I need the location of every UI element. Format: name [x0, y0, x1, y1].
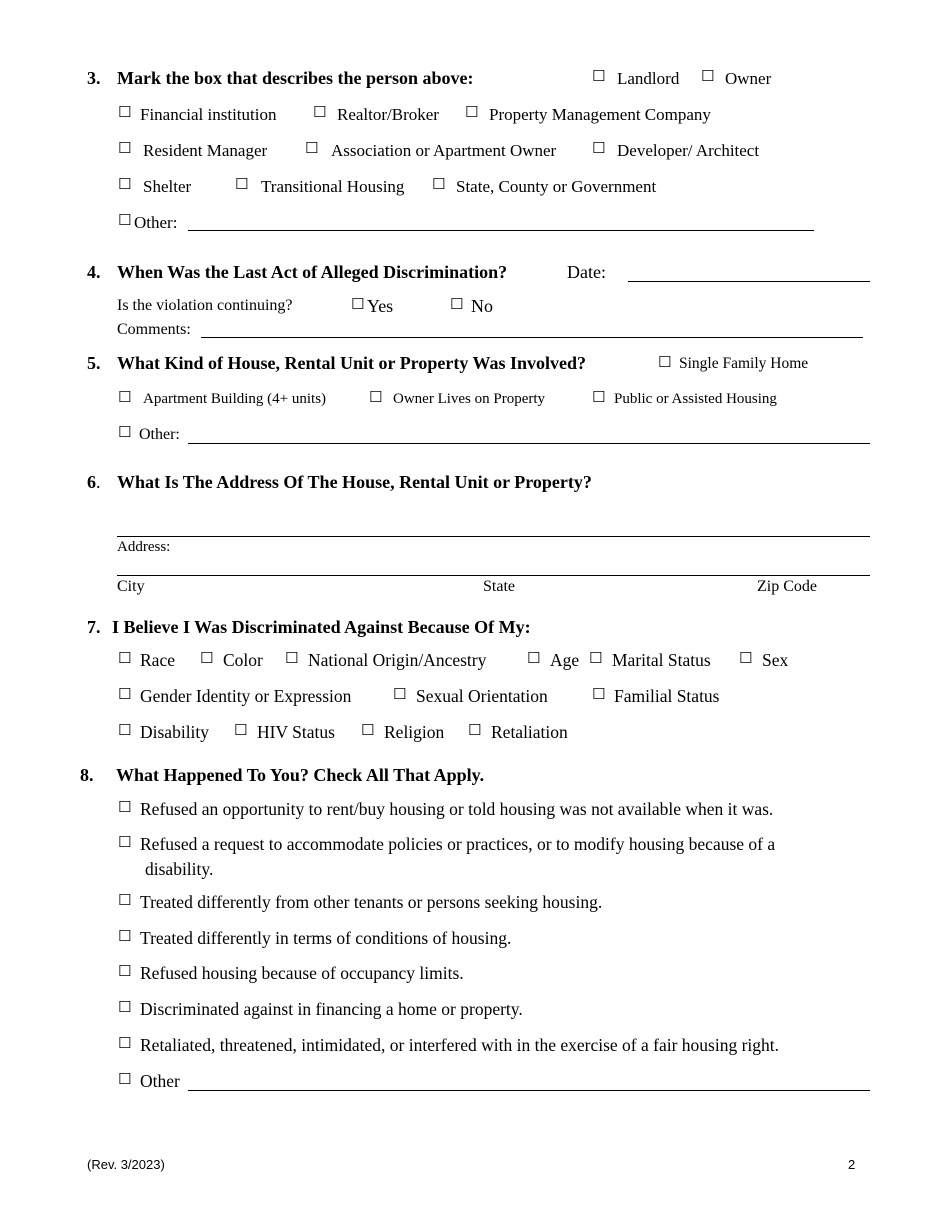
city-state-zip-input-line[interactable] [117, 575, 870, 576]
checkbox-gender-identity[interactable]: ☐ [118, 685, 132, 703]
checkbox-developer-architect[interactable]: ☐ [592, 139, 606, 157]
option-sexual-orientation: Sexual Orientation [416, 686, 548, 706]
other-person-input-line[interactable] [188, 230, 814, 231]
option-financial-institution: Financial institution [140, 105, 277, 124]
item-treated-differently-conditions: Treated differently in terms of conditions of housing. [140, 928, 512, 948]
section-5-title: What Kind of House, Rental Unit or Property Was Involved? [117, 353, 587, 373]
checkbox-disability[interactable]: ☐ [118, 721, 132, 739]
option-single-family-home: Single Family Home [679, 355, 809, 372]
other-happened-label: Other [140, 1071, 180, 1091]
checkbox-landlord[interactable]: ☐ [592, 67, 606, 85]
checkbox-transitional-housing[interactable]: ☐ [235, 175, 249, 193]
item-occupancy-limits: Refused housing because of occupancy limits. [140, 963, 464, 983]
checkbox-color[interactable]: ☐ [200, 649, 214, 667]
checkbox-financing[interactable]: ☐ [118, 998, 132, 1016]
option-race: Race [140, 650, 175, 670]
checkbox-sexual-orientation[interactable]: ☐ [393, 685, 407, 703]
checkbox-familial-status[interactable]: ☐ [592, 685, 606, 703]
checkbox-owner-lives[interactable]: ☐ [369, 388, 383, 406]
option-shelter: Shelter [143, 177, 192, 196]
comments-label: Comments: [117, 321, 191, 338]
item-refused-accommodation-continued: disability. [145, 859, 214, 879]
option-yes: Yes [367, 296, 394, 316]
option-owner: Owner [725, 69, 772, 88]
option-religion: Religion [384, 722, 445, 742]
option-public-assisted: Public or Assisted Housing [614, 391, 777, 407]
date-input-line[interactable] [628, 281, 870, 282]
checkbox-age[interactable]: ☐ [527, 649, 541, 667]
checkbox-realtor-broker[interactable]: ☐ [313, 103, 327, 121]
item-refused-rent-buy: Refused an opportunity to rent/buy housing or told housing was not available when it was. [140, 799, 774, 819]
checkbox-apartment-building[interactable]: ☐ [118, 388, 132, 406]
checkbox-owner[interactable]: ☐ [701, 67, 715, 85]
checkbox-property-management[interactable]: ☐ [465, 103, 479, 121]
section-4-title: When Was the Last Act of Alleged Discrimination? [117, 262, 508, 282]
address-input-line[interactable] [117, 536, 870, 537]
checkbox-association-owner[interactable]: ☐ [305, 139, 319, 157]
option-national-origin: National Origin/Ancestry [308, 650, 487, 670]
option-gender-identity: Gender Identity or Expression [140, 686, 352, 706]
section-3-number: 3. [87, 68, 101, 88]
state-label: State [483, 578, 515, 595]
option-hiv-status: HIV Status [257, 722, 335, 742]
checkbox-retaliated[interactable]: ☐ [118, 1034, 132, 1052]
option-age: Age [550, 650, 580, 670]
checkbox-other-happened[interactable]: ☐ [118, 1070, 132, 1088]
checkbox-hiv-status[interactable]: ☐ [234, 721, 248, 739]
option-developer-architect: Developer/ Architect [617, 141, 760, 160]
other-property-input-line[interactable] [188, 443, 870, 444]
option-marital-status: Marital Status [612, 650, 711, 670]
section-7-number: 7. [87, 617, 101, 637]
other-person-label: Other: [134, 213, 178, 232]
other-property-label: Other: [139, 426, 180, 443]
option-sex: Sex [762, 650, 789, 670]
checkbox-refused-accommodation[interactable]: ☐ [118, 833, 132, 851]
checkbox-race[interactable]: ☐ [118, 649, 132, 667]
checkbox-treated-differently-conditions[interactable]: ☐ [118, 927, 132, 945]
option-state-county-government: State, County or Government [456, 177, 657, 196]
option-transitional-housing: Transitional Housing [261, 177, 405, 196]
option-disability: Disability [140, 722, 210, 742]
option-resident-manager: Resident Manager [143, 141, 268, 160]
item-treated-differently-tenants: Treated differently from other tenants or persons seeking housing. [140, 892, 603, 912]
section-8-title: What Happened To You? Check All That Apply. [116, 765, 485, 785]
section-6-title: What Is The Address Of The House, Rental Unit or Property? [117, 472, 592, 492]
city-label: City [117, 578, 145, 595]
section-6-number: 6. [87, 472, 101, 492]
checkbox-retaliation[interactable]: ☐ [468, 721, 482, 739]
checkbox-refused-rent-buy[interactable]: ☐ [118, 798, 132, 816]
option-property-management: Property Management Company [489, 105, 711, 124]
zip-code-label: Zip Code [757, 578, 817, 595]
option-retaliation: Retaliation [491, 722, 568, 742]
checkbox-occupancy-limits[interactable]: ☐ [118, 962, 132, 980]
checkbox-continuing-no[interactable]: ☐ [450, 295, 464, 313]
section-3-title: Mark the box that describes the person above: [117, 68, 474, 88]
date-label: Date: [567, 262, 606, 282]
option-apartment-building: Apartment Building (4+ units) [143, 391, 327, 407]
section-8-number: 8. [80, 765, 94, 785]
comments-input-line[interactable] [201, 337, 863, 338]
option-no: No [471, 296, 493, 316]
checkbox-sex[interactable]: ☐ [739, 649, 753, 667]
section-7-title: I Believe I Was Discriminated Against Because Of My: [112, 617, 531, 637]
item-refused-accommodation: Refused a request to accommodate policies or practices, or to modify housing because of a [140, 834, 776, 854]
page-number: 2 [848, 1157, 856, 1172]
checkbox-state-county-government[interactable]: ☐ [432, 175, 446, 193]
checkbox-other-property[interactable]: ☐ [118, 423, 132, 441]
checkbox-shelter[interactable]: ☐ [118, 175, 132, 193]
checkbox-financial-institution[interactable]: ☐ [118, 103, 132, 121]
item-financing: Discriminated against in financing a home or property. [140, 999, 523, 1019]
section-5-number: 5. [87, 353, 101, 373]
checkbox-resident-manager[interactable]: ☐ [118, 139, 132, 157]
checkbox-other-person[interactable]: ☐ [118, 211, 132, 229]
item-retaliated: Retaliated, threatened, intimidated, or interfered with in the exercise of a fair housing right. [140, 1035, 780, 1055]
checkbox-single-family-home[interactable]: ☐ [658, 353, 672, 371]
option-owner-lives: Owner Lives on Property [393, 391, 546, 407]
checkbox-treated-differently-tenants[interactable]: ☐ [118, 891, 132, 909]
option-landlord: Landlord [617, 69, 680, 88]
continuing-question: Is the violation continuing? [117, 297, 293, 314]
option-color: Color [223, 650, 263, 670]
checkbox-marital-status[interactable]: ☐ [589, 649, 603, 667]
option-association-owner: Association or Apartment Owner [331, 141, 557, 160]
checkbox-continuing-yes[interactable]: ☐ [351, 295, 365, 313]
checkbox-national-origin[interactable]: ☐ [285, 649, 299, 667]
checkbox-public-assisted[interactable]: ☐ [592, 388, 606, 406]
option-familial-status: Familial Status [614, 686, 720, 706]
option-realtor-broker: Realtor/Broker [337, 105, 439, 124]
section-4-number: 4. [87, 262, 101, 282]
address-label: Address: [117, 539, 171, 555]
checkbox-religion[interactable]: ☐ [361, 721, 375, 739]
revision-label: (Rev. 3/2023) [87, 1157, 165, 1172]
other-happened-input-line[interactable] [188, 1090, 870, 1091]
